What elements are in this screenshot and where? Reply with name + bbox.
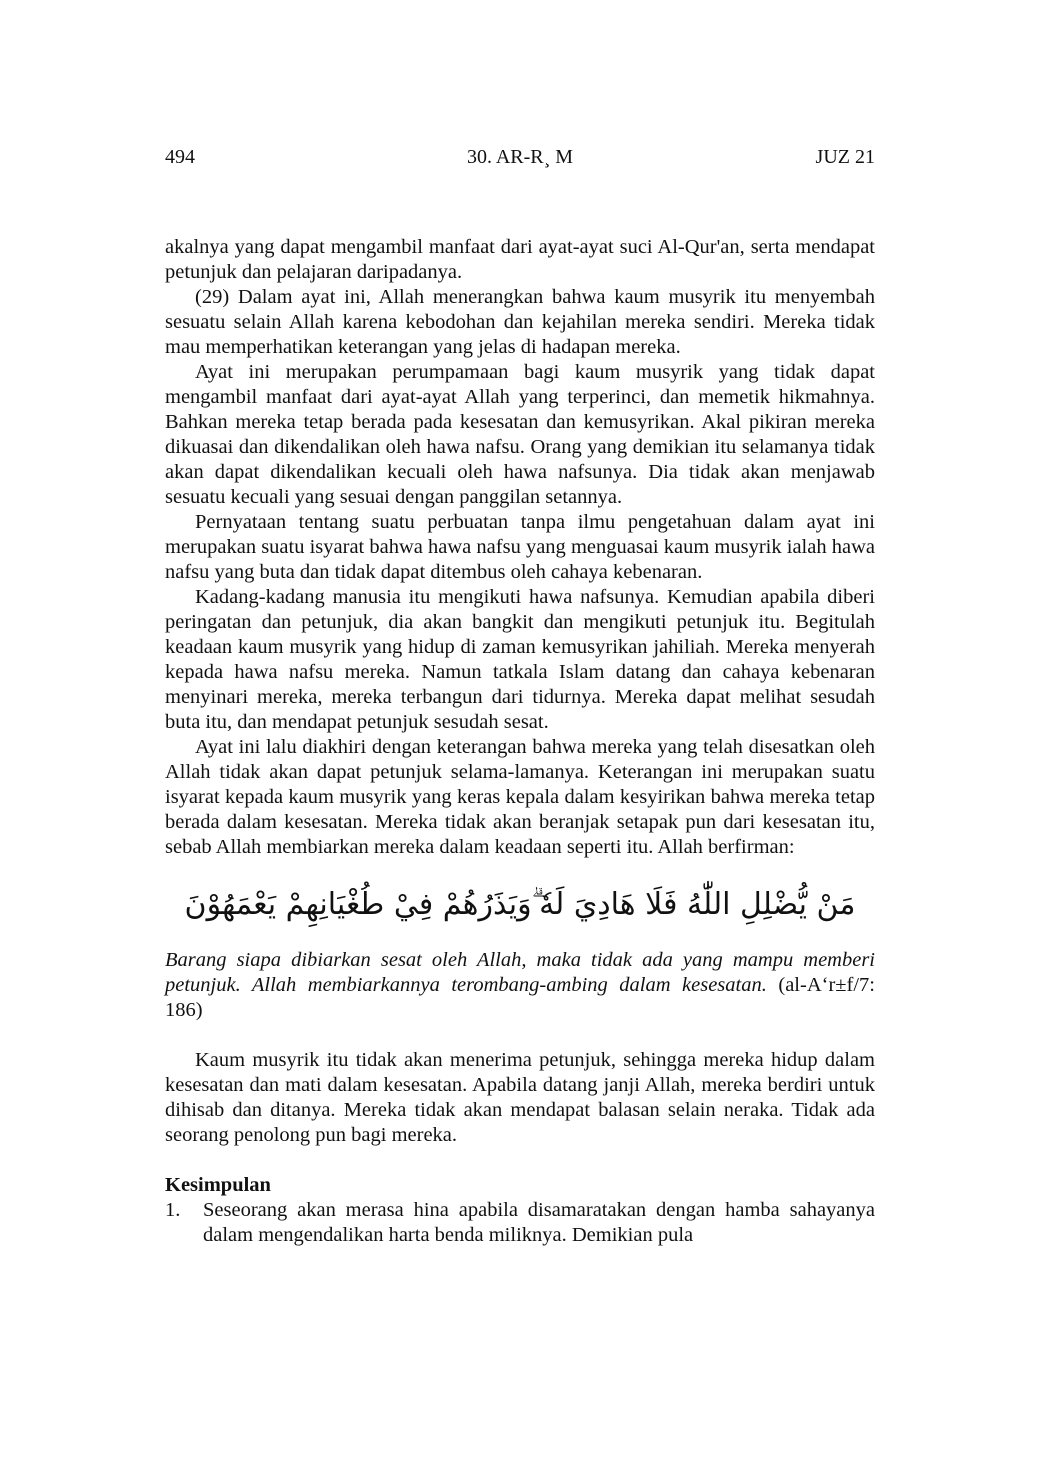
conclusion-item-1	[165, 1198, 875, 1248]
verse-translation	[165, 948, 875, 1023]
surah-title: 30. AR-R¸ M	[466, 146, 574, 168]
paragraph-4: Pernyataan tentang suatu perbuatan tanpa ilmu pengetahuan dalam ayat ini merupakan suatu isyarat bahwa hawa nafsu yang menguasai kaum musyrik ialah hawa nafsu yang buta dan tidak dapat ditembus oleh cahaya kebenaran.	[165, 511, 875, 583]
paragraph-5: Kadang-kadang manusia itu mengikuti hawa nafsunya. Kemudian apabila diberi peringatan dan petunjuk, dia akan bangkit dan mengikuti petunjuk itu. Begitulah keadaan kaum musyrik yang hidup di zaman kemusyrikan jahiliah. Mereka menyerah kepada hawa nafsu mereka. Namun tatkala Islam datang dan cahaya kebenaran menyinari mereka, mereka terbangun dari tidurnya. Mereka dapat melihat sesudah buta itu, dan mendapat petunjuk sesudah sesat.	[165, 586, 875, 733]
paragraph-6: Ayat ini lalu diakhiri dengan keterangan bahwa mereka yang telah disesatkan oleh Allah tidak akan dapat petunjuk selama-lamanya. Keterangan ini merupakan suatu isyarat kepada kaum musyrik yang keras kepala dalam kesyirikan bahwa mereka tetap berada dalam kesesatan. Mereka tidak akan beranjak setapak pun dari kesesatan itu, sebab Allah membiarkan mereka dalam keadaan seperti itu. Allah berfirman:	[165, 736, 875, 858]
page-header	[165, 146, 875, 172]
verse-reference: (al-A‘r±f/7: 186)	[165, 974, 875, 1021]
juz-label: JUZ 21	[815, 146, 875, 168]
conclusion-item-text: Seseorang akan merasa hina apabila disamaratakan dengan hamba sahayanya dalam mengendalikan harta benda miliknya. Demikian pula	[203, 1199, 875, 1246]
paragraph-1: akalnya yang dapat mengambil manfaat dari ayat-ayat suci Al-Qur'an, serta mendapat petunjuk dan pelajaran daripadanya.	[165, 236, 875, 283]
paragraph-7: Kaum musyrik itu tidak akan menerima petunjuk, sehingga mereka hidup dalam kesesatan dan mati dalam kesesatan. Apabila datang janji Allah, mereka berdiri untuk dihisab dan ditanya. Mereka tidak akan mendapat balasan selain neraka. Tidak ada seorang penolong pun bagi mereka.	[165, 1049, 875, 1146]
main-text	[165, 235, 875, 1248]
paragraph-3: Ayat ini merupakan perumpamaan bagi kaum musyrik yang tidak dapat mengambil manfaat dari ayat-ayat Allah yang terperinci, dan memetik hikmahnya. Bahkan mereka tetap berada pada kesesatan dan kemusyrikan. Akal pikiran mereka dikuasai dan dikendalikan oleh hawa nafsu. Orang yang demikian itu selamanya tidak akan dapat dikendalikan kecuali oleh hawa nafsunya. Dia tidak akan menjawab sesuatu kecuali yang sesuai dengan panggilan setannya.	[165, 361, 875, 508]
conclusion-heading: Kesimpulan	[165, 1174, 271, 1196]
verse-translation-text: Barang siapa dibiarkan sesat oleh Allah, maka tidak ada yang mampu memberi petunjuk. Allah membiarkannya terombang-ambing dalam kesesatan.	[165, 949, 875, 996]
conclusion-item-number: 1.	[165, 1199, 181, 1221]
page-number: 494	[165, 146, 195, 168]
quran-verse-arabic: مَنْ يُّضْلِلِ اللّٰهُ فَلَا هَادِيَ لَهٗ ۗوَيَذَرُهُمْ فِيْ طُغْيَانِهِمْ يَعْمَهُوْنَ	[184, 887, 856, 922]
paragraph-2: (29) Dalam ayat ini, Allah menerangkan bahwa kaum musyrik itu menyembah sesuatu selain Allah karena kebodohan dan kejahilan mereka sendiri. Mereka tidak mau memperhatikan keterangan yang jelas di hadapan mereka.	[165, 286, 875, 358]
